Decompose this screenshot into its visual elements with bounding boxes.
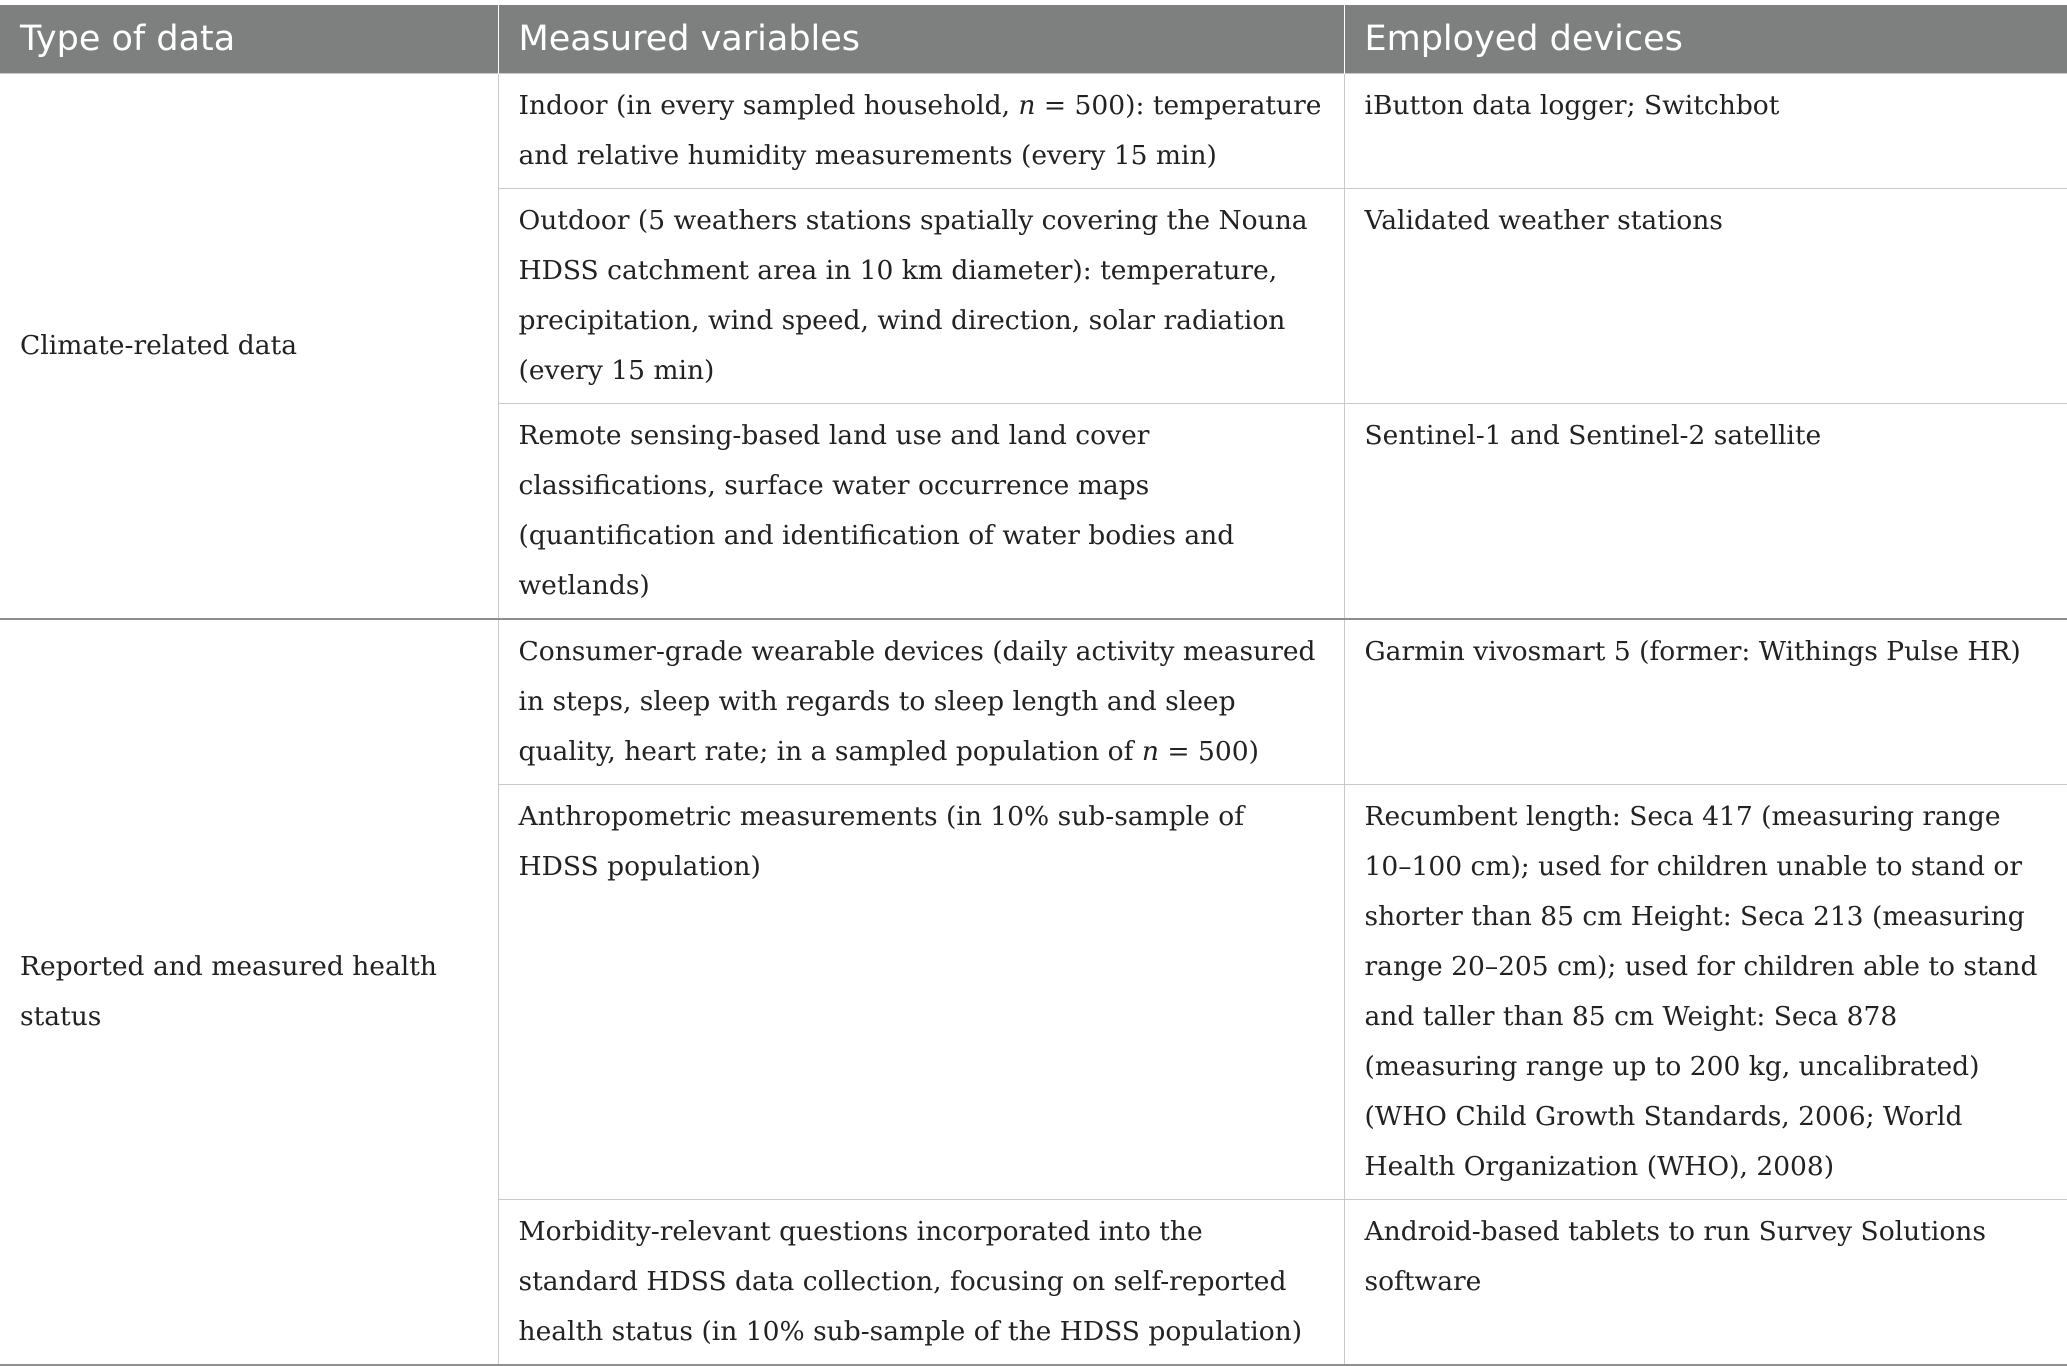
variables-cell: Outdoor (5 weathers stations spatially covering the Nouna HDSS catchment area in 10 km diameter): temperature, precipitation, wind speed, wind direction, solar radiation (every 15 min) <box>498 189 1344 404</box>
header-row <box>0 5 2067 74</box>
header-measured-variables: Measured variables <box>498 5 1344 74</box>
table-row <box>0 74 2067 189</box>
variables-cell: Remote sensing-based land use and land cover classifications, surface water occurrence maps (quantification and identification of water bodies and wetlands) <box>498 404 1344 620</box>
type-cell-climate: Climate-related data <box>0 74 498 620</box>
data-table <box>0 5 2067 1366</box>
table-row <box>0 619 2067 785</box>
devices-cell: Android-based tablets to run Survey Solutions software <box>1344 1200 2067 1366</box>
variables-cell: Anthropometric measurements (in 10% sub-sample of HDSS population) <box>498 785 1344 1200</box>
variables-cell: Morbidity-relevant questions incorporated into the standard HDSS data collection, focusing on self-reported health status (in 10% sub-sample of the HDSS population) <box>498 1200 1344 1366</box>
devices-cell: Garmin vivosmart 5 (former: Withings Pulse HR) <box>1344 619 2067 785</box>
devices-cell: Recumbent length: Seca 417 (measuring range 10–100 cm); used for children unable to stand or shorter than 85 cm Height: Seca 213 (measuring range 20–205 cm); used for children able to stand and taller than 85 cm Weight: Seca 878 (measuring range up to 200 kg, uncalibrated) (WHO Child Growth Standards, 2006; World Health Organization (WHO), 2008) <box>1344 785 2067 1200</box>
devices-cell: iButton data logger; Switchbot <box>1344 74 2067 189</box>
variables-cell: Consumer-grade wearable devices (daily activity measured in steps, sleep with regards to sleep length and sleep quality, heart rate; in a sampled population of n = 500) <box>498 619 1344 785</box>
variables-cell: Indoor (in every sampled household, n = 500): temperature and relative humidity measurements (every 15 min) <box>498 74 1344 189</box>
devices-cell: Sentinel-1 and Sentinel-2 satellite <box>1344 404 2067 620</box>
devices-cell: Validated weather stations <box>1344 189 2067 404</box>
type-cell-health: Reported and measured health status <box>0 619 498 1365</box>
header-type-of-data: Type of data <box>0 5 498 74</box>
header-employed-devices: Employed devices <box>1344 5 2067 74</box>
